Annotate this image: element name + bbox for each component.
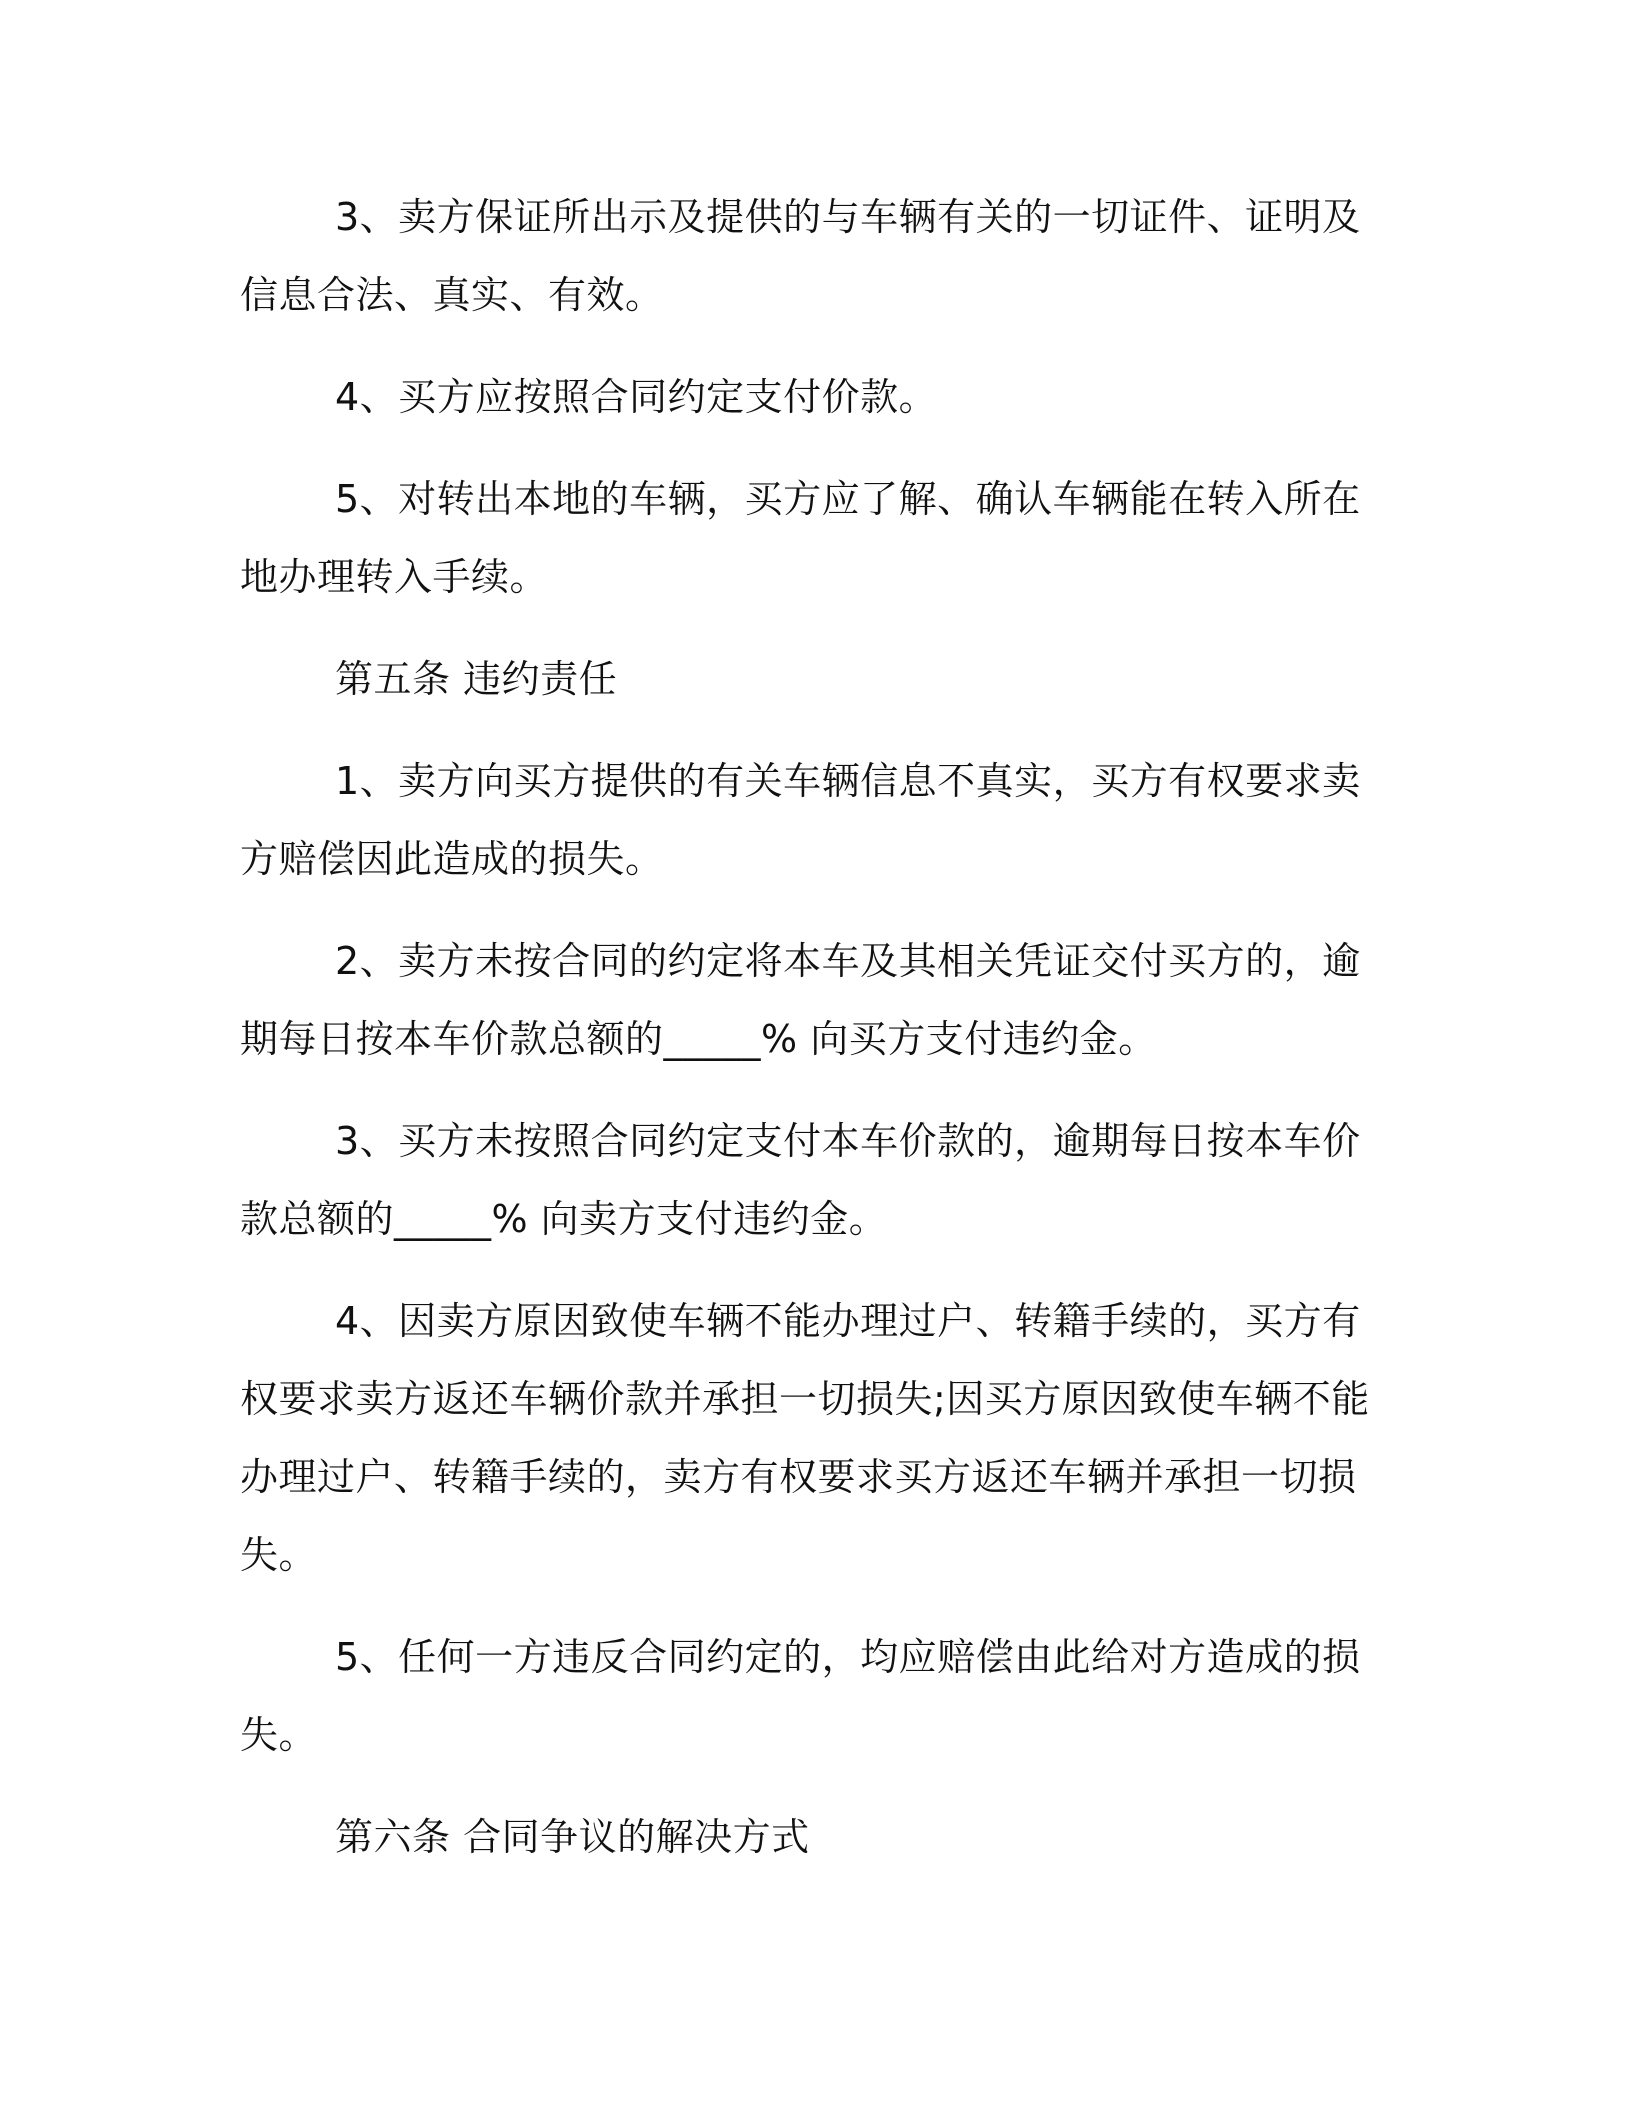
clause-5-item-3: 3、买方未按照合同约定支付本车价款的，逾期每日按本车价款总额的_____% 向卖方支付违约金。 <box>240 1119 1361 1241</box>
clause-5-item-4: 4、因卖方原因致使车辆不能办理过户、转籍手续的，买方有权要求卖方返还车辆价款并承担一切损失;因买方原因致使车辆不能办理过户、转籍手续的，卖方有权要求买方返还车辆并承担一切损失。 <box>240 1299 1370 1577</box>
clause-4-item-5: 5、对转出本地的车辆，买方应了解、确认车辆能在转入所在地办理转入手续。 <box>240 477 1361 599</box>
clause-5-item-5: 5、任何一方违反合同约定的，均应赔偿由此给对方造成的损失。 <box>240 1635 1361 1757</box>
section-heading-6: 第六条 合同争议的解决方式 <box>335 1815 810 1859</box>
clause-4-item-4: 4、买方应按照合同约定支付价款。 <box>335 375 938 419</box>
clause-5-item-1: 1、卖方向买方提供的有关车辆信息不真实，买方有权要求卖方赔偿因此造成的损失。 <box>240 759 1361 881</box>
section-heading-5: 第五条 违约责任 <box>335 657 618 701</box>
clause-5-item-2: 2、卖方未按合同的约定将本车及其相关凭证交付买方的，逾期每日按本车价款总额的_____% 向买方支付违约金。 <box>240 939 1361 1061</box>
clause-4-item-3: 3、卖方保证所出示及提供的与车辆有关的一切证件、证明及信息合法、真实、有效。 <box>240 195 1361 317</box>
document-body <box>240 178 1375 1900</box>
